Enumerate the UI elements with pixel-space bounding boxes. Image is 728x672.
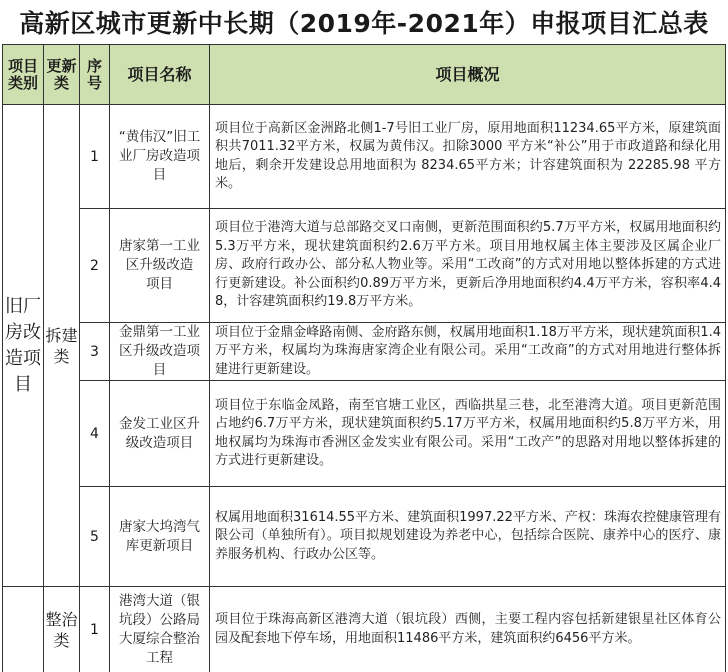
header-name: 项目名称 <box>110 45 210 105</box>
row-summary: 项目位于高新区金洲路北侧1-7号旧工业厂房，原用地面积11234.65平方米，原建筑面积共7011.32平方米，权属为黄伟汉。扣除3000 平方米“补公”用于市政道路和绿化用地后，剩余开发建设总用地面积为 8234.65平方米；计容建筑面积为 22285.98 平方米。 <box>210 105 726 209</box>
row-index: 1 <box>80 587 110 672</box>
row-summary: 项目位于珠海高新区港湾大道（银坑段）西侧，主要工程内容包括新建银星社区体育公园及配套地下停车场，用地面积11486平方米，建筑面积约6456平方米。 <box>210 587 726 672</box>
row-name: 金鼎第一工业区升级改造项目 <box>110 323 210 381</box>
table-row <box>3 105 726 209</box>
row-summary: 项目位于东临金凤路，南至官塘工业区，西临拱星三巷，北至港湾大道。项目更新范围占地约6.7万平方米，现状建筑面积约5.17万平方米，权属用地面积约5.8万平方米，用地权属均为珠海市香洲区金发实业有限公司。采用“工改产”的思路对用地以整体拆建的方式进行更新建设。 <box>210 381 726 487</box>
row-index: 1 <box>80 105 110 209</box>
row-index: 4 <box>80 381 110 487</box>
project-table <box>2 44 726 672</box>
row-summary: 项目位于港湾大道与总部路交叉口南侧，更新范围面积约5.7万平方米，权属用地面积约5.3万平方米，现状建筑面积约2.6万平方米。项目用地权属主体主要涉及区属企业厂房、政府行政办公、部分私人物业等。采用“工改商”的方式对用地以整体拆建的方式进行更新建设。补公面积约0.89万平方米，更新后净用地面积约4.4万平方米，容积率4.48，计容建筑面积约19.8万平方米。 <box>210 209 726 323</box>
row-name: 唐家大坞湾气库更新项目 <box>110 487 210 587</box>
header-index: 序号 <box>80 45 110 105</box>
row-name: 金发工业区升级改造项目 <box>110 381 210 487</box>
table-row <box>3 381 726 487</box>
table-row <box>3 487 726 587</box>
row-name: 唐家第一工业区升级改造 项目 <box>110 209 210 323</box>
row-name: 港湾大道（银坑段）公路局大厦综合整治工程 <box>110 587 210 672</box>
table-row <box>3 587 726 672</box>
header-renewal-type: 更新类 <box>44 45 80 105</box>
category-cell: 旧厂房改造项目 <box>3 105 44 587</box>
header-summary: 项目概况 <box>210 45 726 105</box>
table-row <box>3 209 726 323</box>
row-summary: 项目位于金鼎金峰路南侧、金府路东侧，权属用地面积1.18万平方米，现状建筑面积1.4万平方米，权属均为珠海唐家湾企业有限公司。采用“工改商”的方式对用地进行整体拆建进行更新建设。 <box>210 323 726 381</box>
row-index: 3 <box>80 323 110 381</box>
group-renovation: 整治类 <box>44 587 80 672</box>
renewal-category-cell <box>3 587 44 672</box>
row-index: 5 <box>80 487 110 587</box>
row-name: “黄伟汉”旧工业厂房改造项目 <box>110 105 210 209</box>
header-category: 项目类别 <box>3 45 44 105</box>
row-index: 2 <box>80 209 110 323</box>
group-demolition: 拆建类 <box>44 105 80 587</box>
table-row <box>3 323 726 381</box>
page-title: 高新区城市更新中长期（2019年-2021年）申报项目汇总表 <box>19 9 709 38</box>
row-summary: 权属用地面积31614.55平方米、建筑面积1997.22平方米、产权：珠海农控健康管理有限公司（单独所有）。项目拟规划建设为养老中心，包括综合医院、康养中心的医疗、康养服务机构、行政办公区等。 <box>210 487 726 587</box>
table-header-row <box>3 45 726 105</box>
